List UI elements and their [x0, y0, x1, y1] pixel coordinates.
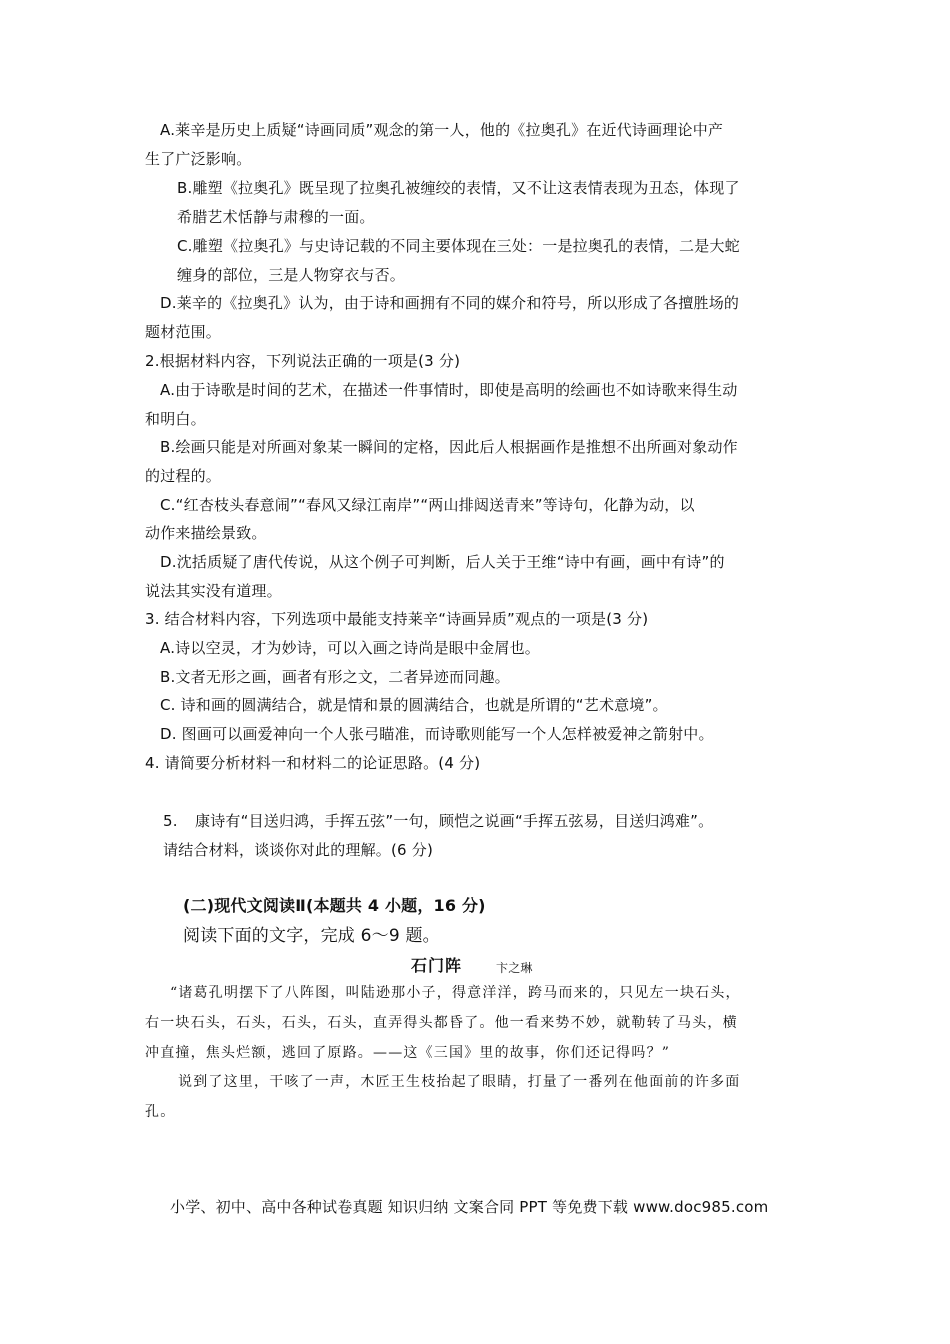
- q4-stem: 4. 请简要分析材料一和材料二的论证思路。(4 分): [145, 754, 481, 772]
- section-instruction: 阅读下面的文字，完成 6～9 题。: [183, 926, 440, 946]
- q2-option-b-line2: 的过程的。: [145, 467, 222, 485]
- story-title: 石门阵: [411, 956, 463, 975]
- section-heading: (二)现代文阅读Ⅱ(本题共 4 小题，16 分): [183, 896, 486, 915]
- q2-option-a-line2: 和明白。: [145, 410, 206, 428]
- q1-option-c-line2: 缠身的部位，三是人物穿衣与否。: [177, 266, 406, 284]
- q1-option-a-line2: 生了广泛影响。: [145, 150, 252, 168]
- q1-option-b-line2: 希腊艺术恬静与肃穆的一面。: [177, 208, 375, 226]
- footer-text: 小学、初中、高中各种试卷真题 知识归纳 文案合同 PPT 等免费下载 www.doc985.com: [170, 1198, 769, 1216]
- q3-option-c: C. 诗和画的圆满结合，就是情和景的圆满结合，也就是所谓的“艺术意境”。: [160, 696, 668, 714]
- q2-option-c-line1: C.“红杏枝头春意闹”“春风又绿江南岸”“两山排闼送青来”等诗句，化静为动，以: [160, 496, 695, 514]
- story-para2-line1: 说到了这里，干咳了一声，木匠王生枝抬起了眼睛，打量了一番列在他面前的许多面: [178, 1074, 741, 1090]
- story-para2-line2: 孔。: [145, 1104, 176, 1120]
- q2-option-a-line1: A.由于诗歌是时间的艺术，在描述一件事情时，即使是高明的绘画也不如诗歌来得生动: [160, 381, 738, 399]
- q5-number: 5.: [163, 812, 178, 830]
- q1-option-d-line1: D.莱辛的《拉奥孔》认为，由于诗和画拥有不同的媒介和符号，所以形成了各擅胜场的: [160, 294, 740, 312]
- q1-option-c-line1: C.雕塑《拉奥孔》与史诗记载的不同主要体现在三处：一是拉奥孔的表情，二是大蛇: [177, 237, 740, 255]
- q5-line2: 请结合材料，谈谈你对此的理解。(6 分): [163, 841, 434, 859]
- story-para1-line1: “诸葛孔明摆下了八阵图，叫陆逊那小子，得意洋洋，跨马而来的，只见左一块石头，: [170, 985, 741, 1001]
- q2-option-d-line1: D.沈括质疑了唐代传说，从这个例子可判断，后人关于王维“诗中有画，画中有诗”的: [160, 553, 725, 571]
- story-para1-line3: 冲直撞，焦头烂额，逃回了原路。——这《三国》里的故事，你们还记得吗？”: [145, 1045, 671, 1061]
- q3-option-b: B.文者无形之画，画者有形之文，二者异迹而同趣。: [160, 668, 510, 686]
- q2-option-d-line2: 说法其实没有道理。: [145, 582, 282, 600]
- q5-line1: 康诗有“目送归鸿，手挥五弦”一句，顾恺之说画“手挥五弦易，目送归鸿难”。: [195, 812, 714, 830]
- q2-option-b-line1: B.绘画只能是对所画对象某一瞬间的定格，因此后人根据画作是推想不出所画对象动作: [160, 438, 738, 456]
- story-para1-line2: 右一块石头，石头，石头，石头，直弄得头都昏了。他一看来势不妙，就勒转了马头，横: [145, 1015, 738, 1031]
- q2-stem: 2.根据材料内容，下列说法正确的一项是(3 分): [145, 352, 461, 370]
- q1-option-d-line2: 题材范围。: [145, 323, 222, 341]
- q1-option-b-line1: B.雕塑《拉奥孔》既呈现了拉奥孔被缠绞的表情，又不让这表情表现为丑态，体现了: [177, 179, 740, 197]
- q2-option-c-line2: 动作来描绘景致。: [145, 524, 267, 542]
- q3-option-d: D. 图画可以画爱神向一个人张弓瞄准，而诗歌则能写一个人怎样被爱神之箭射中。: [160, 725, 714, 743]
- story-author: 卞之琳: [496, 961, 533, 975]
- q3-option-a: A.诗以空灵，才为妙诗，可以入画之诗尚是眼中金屑也。: [160, 639, 540, 657]
- q3-stem: 3. 结合材料内容，下列选项中最能支持莱辛“诗画异质”观点的一项是(3 分): [145, 610, 649, 628]
- q1-option-a-line1: A.莱辛是历史上质疑“诗画同质”观念的第一人，他的《拉奥孔》在近代诗画理论中产: [160, 121, 724, 139]
